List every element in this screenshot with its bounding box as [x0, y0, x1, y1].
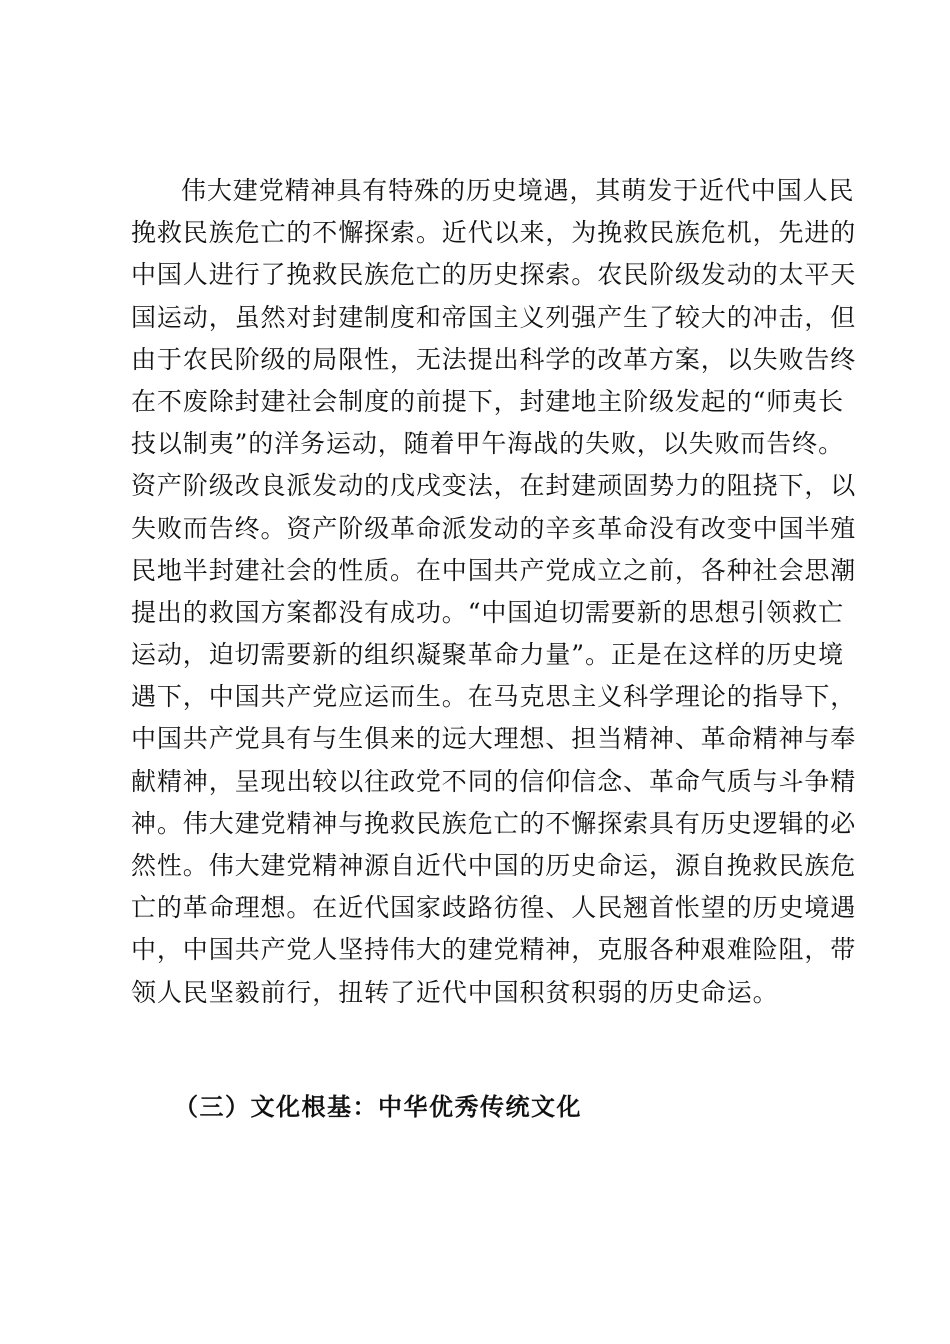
- paragraph-line: 领人民坚毅前行，扭转了近代中国积贫积弱的历史命运。: [131, 977, 779, 1007]
- paragraph-line: 中国共产党具有与生俱来的远大理想、担当精神、革命精神与奉: [131, 724, 857, 754]
- body-paragraph: [131, 170, 857, 1014]
- paragraph-line: 民地半封建社会的性质。在中国共产党成立之前，各种社会思潮: [131, 555, 857, 585]
- paragraph-line: 中国人进行了挽救民族危亡的历史探索。农民阶级发动的太平天: [131, 260, 857, 290]
- paragraph-line: 神。伟大建党精神与挽救民族危亡的不懈探索具有历史逻辑的必: [131, 808, 857, 838]
- paragraph-line: 运动，迫切需要新的组织凝聚革命力量”。正是在这样的历史境: [131, 640, 844, 670]
- paragraph-line: 技以制夷”的洋务运动，随着甲午海战的失败，以失败而告终。: [131, 429, 844, 459]
- paragraph-line: 提出的救国方案都没有成功。“中国迫切需要新的思想引领救亡: [131, 597, 844, 627]
- paragraph-line: 挽救民族危亡的不懈探索。近代以来，为挽救民族危机，先进的: [131, 218, 857, 248]
- paragraph-line: 中，中国共产党人坚持伟大的建党精神，克服各种艰难险阻，带: [131, 935, 857, 965]
- paragraph-line: 亡的革命理想。在近代国家歧路彷徨、人民翘首怅望的历史境遇: [131, 893, 857, 923]
- paragraph-line: 失败而告终。资产阶级革命派发动的辛亥革命没有改变中国半殖: [131, 513, 857, 543]
- paragraph-line: 遇下，中国共产党应运而生。在马克思主义科学理论的指导下，: [131, 682, 857, 712]
- paragraph-line: 然性。伟大建党精神源自近代中国的历史命运，源自挽救民族危: [131, 851, 857, 880]
- paragraph-line: 资产阶级改良派发动的戊戌变法，在封建顽固势力的阻挠下，以: [131, 471, 857, 501]
- paragraph-line: 由于农民阶级的局限性，无法提出科学的改革方案，以失败告终: [131, 344, 857, 374]
- paragraph-line: 在不废除封建社会制度的前提下，封建地主阶级发起的“师夷长: [131, 386, 844, 416]
- paragraph-line: 献精神，呈现出较以往政党不同的信仰信念、革命气质与斗争精: [131, 766, 857, 796]
- paragraph-line: 国运动，虽然对封建制度和帝国主义列强产生了较大的冲击，但: [131, 302, 857, 332]
- section-heading: （三）文化根基：中华优秀传统文化: [174, 1093, 582, 1121]
- paragraph-line: 伟大建党精神具有特殊的历史境遇，其萌发于近代中国人民: [181, 176, 855, 205]
